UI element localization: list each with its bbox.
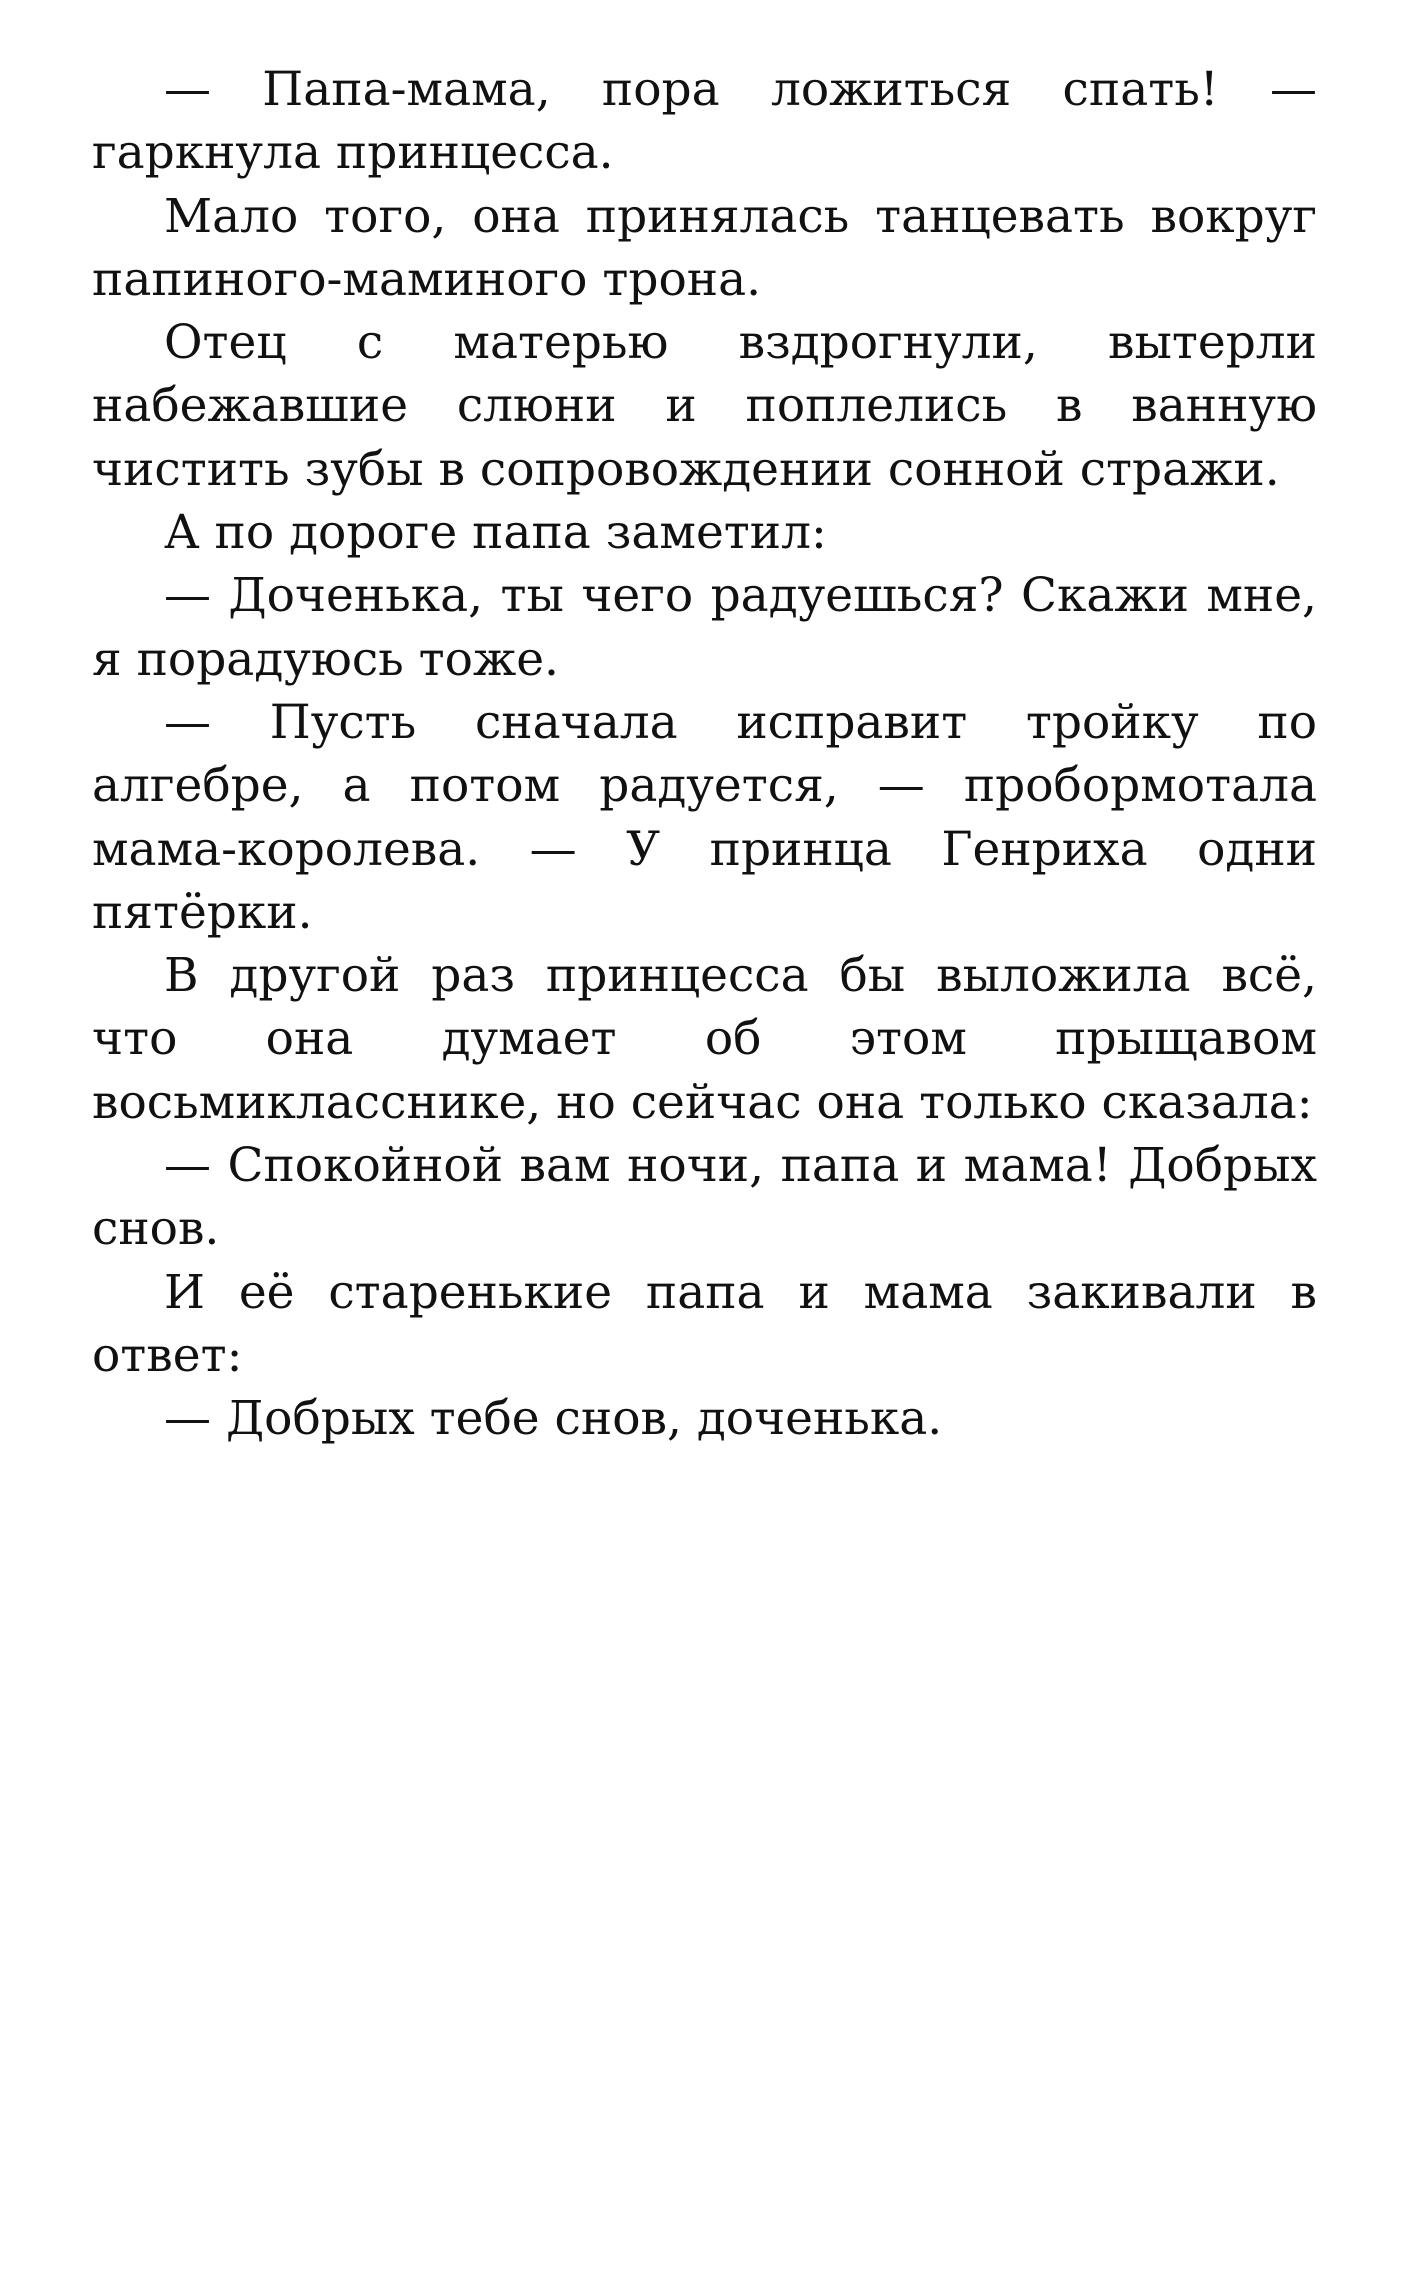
paragraph-4: А по дороге папа заметил:: [164, 505, 827, 561]
paragraph-9: И её старенькие папа и мама закивали в ответ:: [92, 1264, 1317, 1383]
paragraph-1: — Папа-мама, пора ложиться спать! — гаркнула принцесса.: [92, 62, 1317, 181]
paragraph-3: Отец с матерью вздрогнули, вытерли набежавшие слюни и поплелись в ванную чистить зубы в сопровождении сонной стражи.: [92, 315, 1317, 497]
book-page: [92, 58, 1317, 1451]
paragraph-10: — Добрых тебе снов, доченька.: [164, 1391, 943, 1447]
paragraph-8: — Спокойной вам ночи, папа и мама! Добрых снов.: [92, 1138, 1317, 1257]
paragraph-5: — Доченька, ты чего радуешься? Скажи мне, я порадуюсь тоже.: [92, 568, 1317, 687]
paragraph-6: — Пусть сначала исправит тройку по алгебре, а потом радуется, — пробормотала мама-королева. — У принца Генриха одни пятёрки.: [92, 694, 1317, 940]
paragraph-7: В другой раз принцесса бы выложила всё, что она думает об этом прыщавом восьмикласснике, но сейчас она только сказала:: [92, 948, 1317, 1130]
paragraph-2: Мало того, она принялась танцевать вокруг папиного-маминого трона.: [92, 188, 1317, 307]
